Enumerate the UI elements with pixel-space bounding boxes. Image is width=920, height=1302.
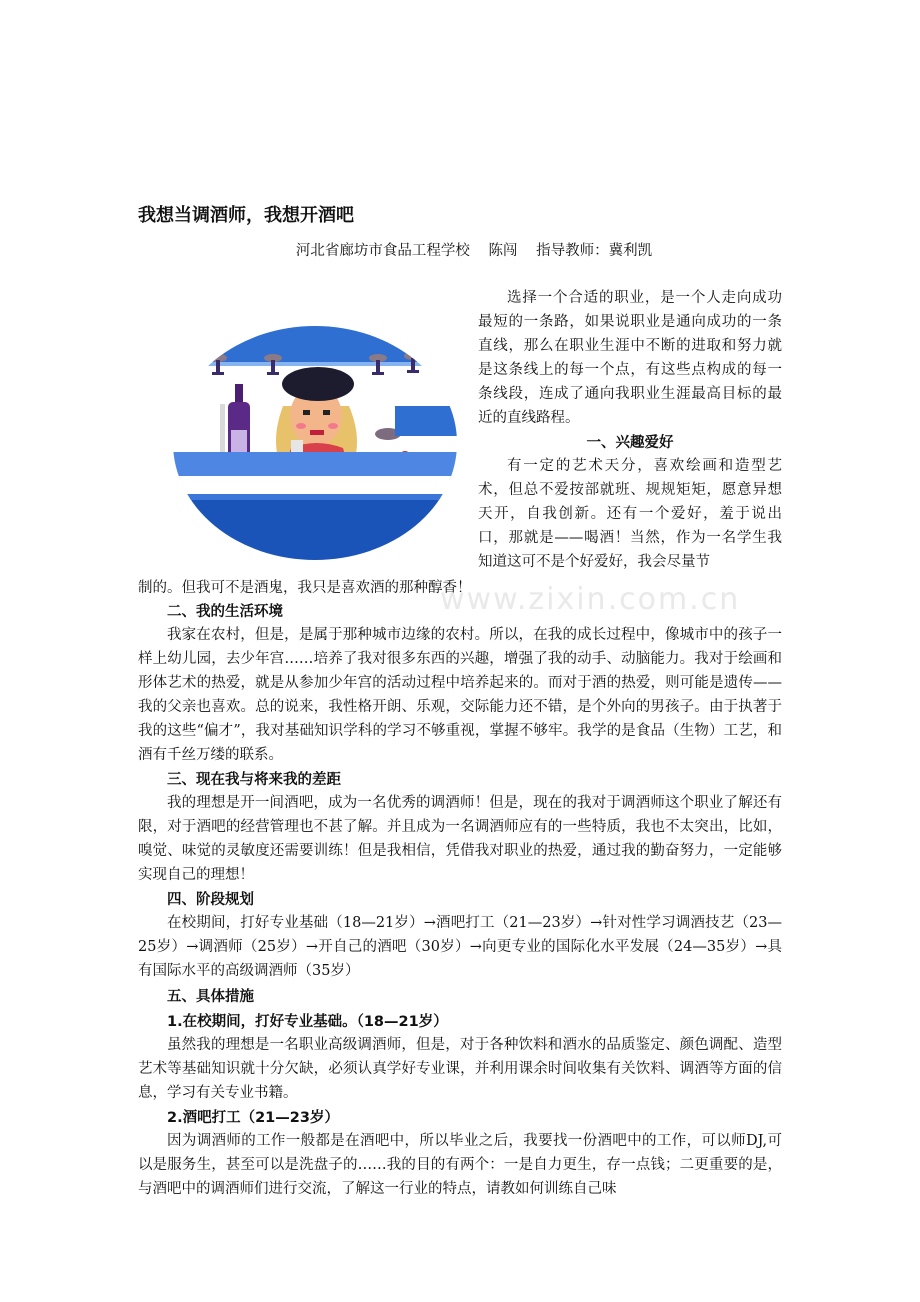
author-name: 陈闯 bbox=[488, 243, 518, 259]
section-1-heading: 一、兴趣爱好 bbox=[586, 435, 674, 451]
byline bbox=[0, 239, 920, 260]
subsection-1-text: 虽然我的理想是一名职业高级调酒师，但是，对于各种饮料和酒水的品质鉴定、颜色调配、造型艺术等基础知识就十分欠缺，必须认真学好专业课，并利用课余时间收集有关饮料、调酒等方面的信息，学习有关专业书籍。 bbox=[138, 1037, 782, 1101]
counter-front bbox=[173, 498, 457, 560]
bartender-illustration bbox=[173, 326, 457, 560]
section-1-text: 有一定的艺术天分，喜欢绘画和造型艺术，但总不爱按部就班、规规矩矩，愿意异想天开，自我创新。还有一个爱好，羞于说出口，那就是——喝酒！当然，作为一名学生我知道这可不是个好爱好，我会尽量节 bbox=[478, 458, 782, 570]
top-shelf-bar bbox=[173, 326, 457, 362]
section-3-text: 我的理想是开一间酒吧，成为一名优秀的调酒师！但是，现在的我对于调酒师这个职业了解还有限，对于酒吧的经营管理也不甚了解。并且成为一名调酒师应有的一些特质，我也不太突出，比如，嗅觉、味觉的灵敏度还需要训练！但是我相信，凭借我对职业的热爱，通过我的勤奋努力，一定能够实现自己的理想！ bbox=[138, 795, 782, 883]
beret bbox=[282, 367, 354, 401]
section-4-heading: 四、阶段规划 bbox=[167, 892, 254, 908]
section-3-heading: 三、现在我与将来我的差距 bbox=[167, 772, 341, 788]
article-title: 我想当调酒师，我想开酒吧 bbox=[138, 205, 354, 226]
section-2-text: 我家在农村，但是，是属于那种城市边缘的农村。所以，在我的成长过程中，像城市中的孩子一样上幼儿园，去少年宫……培养了我对很多东西的兴趣，增强了我的动手、动脑能力。我对于绘画和形体艺术的热爱，就是从参加少年宫的活动过程中培养起来的。而对于酒的热爱，则可能是遗传——我的父亲也喜欢。总的说来，我性格开朗、乐观，交际能力还不错，是个外向的男孩子。由于执著于我的这些“偏才”，我对基础知识学科的学习不够重视，掌握不够牢。我学的是食品（生物）工艺，和酒有千丝万缕的联系。 bbox=[138, 627, 782, 763]
school-name: 河北省廊坊市食品工程学校 bbox=[295, 243, 470, 259]
intro-paragraph: 选择一个合适的职业，是一个人走向成功最短的一条路，如果说职业是通向成功的一条直线，那么在职业生涯中不断的进取和努力就是这条线上的每一个点，有这些点构成的每一条线段，连成了通向我职业生涯最高目标的最近的直线路程。 bbox=[478, 290, 782, 426]
watermark: www.zixin.com.cn bbox=[440, 582, 741, 617]
subsection-2-heading: 2.酒吧打工（21—23岁） bbox=[167, 1110, 339, 1126]
subsection-1-heading: 1.在校期间，打好专业基础。（18—21岁） bbox=[167, 1014, 448, 1030]
section-5-heading: 五、具体措施 bbox=[167, 989, 254, 1005]
section-1-text-continued: 制的。但我可不是酒鬼，我只是喜欢酒的那种醇香！ bbox=[138, 580, 472, 596]
section-2-heading: 二、我的生活环境 bbox=[167, 604, 283, 620]
section-4-text: 在校期间，打好专业基础（18—21岁）→酒吧打工（21—23岁）→针对性学习调酒技艺（23—25岁）→调酒师（25岁）→开自己的酒吧（30岁）→向更专业的国际化水平发展（24—35岁）→具有国际水平的高级调酒师（35岁） bbox=[138, 915, 782, 979]
counter-top bbox=[173, 452, 457, 480]
teacher-name: 指导教师：冀利凯 bbox=[536, 243, 653, 259]
subsection-2-text: 因为调酒师的工作一般都是在酒吧中，所以毕业之后，我要找一份酒吧中的工作，可以师DJ,可以是服务生，甚至可以是洗盘子的……我的目的有两个：一是自力更生，存一点钱；二更重要的是，与酒吧中的调酒师们进行交流，了解这一行业的特点，请教如何训练自己味 bbox=[138, 1133, 782, 1197]
